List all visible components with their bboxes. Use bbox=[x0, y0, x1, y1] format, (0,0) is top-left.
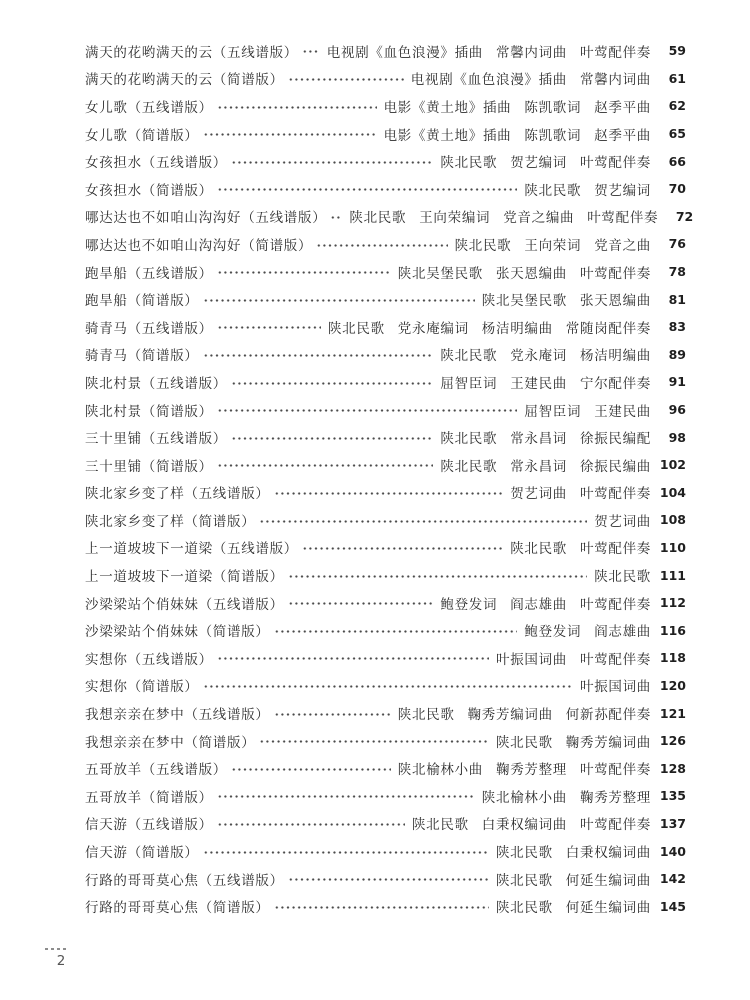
entry-page-number: 121 bbox=[659, 705, 686, 721]
entry-title: 陕北家乡变了样（简谱版） bbox=[85, 513, 256, 530]
entry-credits bbox=[440, 372, 651, 392]
toc-row bbox=[85, 616, 686, 644]
dot-leader bbox=[288, 865, 489, 893]
credit-item: 阎志雄曲 bbox=[594, 624, 651, 641]
entry-title: 跑旱船（简谱版） bbox=[85, 293, 199, 310]
entry-page-number: 83 bbox=[668, 319, 686, 335]
credit-item: 电影《黄土地》插曲 bbox=[383, 127, 512, 144]
entry-credits bbox=[496, 731, 651, 751]
dot-leader bbox=[231, 368, 433, 396]
dot-leader bbox=[259, 727, 489, 755]
entry-credits bbox=[510, 537, 651, 557]
dot-leader bbox=[274, 616, 518, 644]
entry-title: 女儿歌（五线谱版） bbox=[85, 99, 213, 116]
entry-credits bbox=[440, 427, 651, 447]
entry-title: 信天游（简谱版） bbox=[85, 845, 199, 862]
dot-leader bbox=[217, 175, 518, 203]
dot-leader bbox=[203, 285, 475, 313]
dot-leader bbox=[316, 230, 447, 258]
dot-leader bbox=[217, 258, 391, 286]
credit-item: 叶振国词曲 bbox=[580, 679, 651, 696]
credit-item: 陕北民歌 bbox=[440, 348, 498, 365]
entry-page-number: 145 bbox=[659, 898, 686, 914]
entry-page-number: 59 bbox=[668, 43, 686, 59]
toc-row bbox=[85, 727, 686, 755]
credit-item: 陕北民歌 bbox=[495, 900, 553, 917]
credit-item: 陕北民歌 bbox=[397, 707, 455, 724]
toc-row bbox=[85, 230, 686, 258]
entry-page-number: 110 bbox=[659, 539, 686, 555]
dot-leader bbox=[203, 672, 573, 700]
entry-title: 三十里铺（简谱版） bbox=[85, 458, 213, 475]
credit-item: 阎志雄曲 bbox=[510, 596, 567, 613]
credit-item: 党音之曲 bbox=[594, 237, 651, 254]
dot-leader bbox=[302, 37, 320, 65]
toc-row bbox=[85, 672, 686, 700]
credit-item: 陕北民歌 bbox=[510, 541, 567, 558]
credit-item: 杨洁明编曲 bbox=[481, 320, 553, 337]
entry-page-number: 66 bbox=[668, 153, 686, 169]
dot-leader bbox=[288, 65, 404, 93]
credit-item: 叶莺配伴奏 bbox=[580, 596, 651, 613]
entry-page-number: 135 bbox=[659, 788, 686, 804]
entry-page-number: 118 bbox=[659, 650, 686, 666]
entry-credits bbox=[594, 565, 651, 585]
entry-title: 陕北村景（五线谱版） bbox=[85, 375, 227, 392]
dot-leader bbox=[302, 534, 503, 562]
dot-leader bbox=[217, 810, 405, 838]
credit-item: 屈智臣词 bbox=[440, 375, 498, 392]
dot-leader bbox=[231, 754, 391, 782]
entry-title: 女孩担水（五线谱版） bbox=[85, 155, 227, 172]
credit-item: 陕北吴堡民歌 bbox=[397, 265, 483, 282]
credit-item: 陕北民歌 bbox=[524, 182, 582, 199]
toc-row bbox=[85, 865, 686, 893]
credit-item: 叶莺配伴奏 bbox=[580, 762, 651, 779]
entry-page-number: 89 bbox=[668, 346, 686, 362]
credit-item: 王向荣编词 bbox=[419, 210, 491, 227]
entry-page-number: 126 bbox=[659, 733, 686, 749]
entry-credits bbox=[496, 869, 651, 889]
dot-leader bbox=[217, 92, 377, 120]
credit-item: 常馨内词曲 bbox=[496, 44, 567, 61]
entry-title: 沙梁梁站个俏妹妹（简谱版） bbox=[85, 624, 270, 641]
credit-item: 何延生编词曲 bbox=[565, 872, 651, 889]
entry-page-number: 62 bbox=[668, 98, 686, 114]
toc-row bbox=[85, 423, 686, 451]
dot-leader bbox=[231, 147, 433, 175]
credit-item: 贺艺词曲 bbox=[510, 486, 567, 503]
toc-row bbox=[85, 37, 686, 65]
toc-row bbox=[85, 837, 686, 865]
credit-item: 贺艺编词 bbox=[510, 155, 567, 172]
entry-page-number: 72 bbox=[675, 208, 694, 224]
entry-page-number: 111 bbox=[659, 567, 686, 583]
entry-title: 沙梁梁站个俏妹妹（五线谱版） bbox=[85, 596, 284, 613]
credit-item: 赵季平曲 bbox=[594, 127, 651, 144]
credit-item: 电视剧《血色浪漫》插曲 bbox=[326, 44, 483, 61]
entry-page-number: 137 bbox=[659, 815, 686, 831]
entry-title: 信天游（五线谱版） bbox=[85, 817, 213, 834]
dot-leader bbox=[330, 203, 342, 231]
credit-item: 陕北民歌 bbox=[495, 845, 553, 862]
credit-item: 电视剧《血色浪漫》插曲 bbox=[410, 72, 567, 89]
credit-item: 徐振民编配 bbox=[580, 431, 651, 448]
credit-item: 陕北吴堡民歌 bbox=[481, 293, 567, 310]
entry-credits bbox=[455, 234, 651, 254]
credit-item: 叶莺配伴奏 bbox=[587, 210, 659, 227]
toc-row bbox=[85, 589, 686, 617]
entry-page-number: 128 bbox=[659, 760, 686, 776]
toc-row bbox=[85, 892, 686, 920]
credit-item: 陕北民歌 bbox=[454, 237, 512, 254]
toc-row bbox=[85, 506, 686, 534]
credit-item: 鲍登发词 bbox=[440, 596, 498, 613]
entry-title: 我想亲亲在梦中（简谱版） bbox=[85, 734, 256, 751]
toc-row bbox=[85, 451, 686, 479]
toc-row bbox=[85, 644, 686, 672]
dot-leader bbox=[203, 120, 377, 148]
toc-row bbox=[85, 754, 686, 782]
dot-leader bbox=[217, 313, 321, 341]
credit-item: 党永庵词 bbox=[510, 348, 567, 365]
credit-item: 王向荣词 bbox=[524, 237, 582, 254]
entry-credits bbox=[411, 68, 651, 88]
entry-credits bbox=[398, 758, 651, 778]
entry-credits bbox=[524, 620, 651, 640]
entry-title: 我想亲亲在梦中（五线谱版） bbox=[85, 707, 270, 724]
credit-item: 徐振民编曲 bbox=[580, 458, 651, 475]
dot-leader bbox=[259, 506, 587, 534]
credit-item: 叶振国词曲 bbox=[496, 651, 567, 668]
toc-row bbox=[85, 65, 686, 93]
credit-item: 电影《黄土地》插曲 bbox=[383, 99, 512, 116]
entry-title: 陕北村景（简谱版） bbox=[85, 403, 213, 420]
entry-title: 五哥放羊（五线谱版） bbox=[85, 762, 227, 779]
dot-leader bbox=[217, 451, 434, 479]
entry-title: 陕北家乡变了样（五线谱版） bbox=[85, 486, 270, 503]
credit-item: 赵季平曲 bbox=[594, 99, 651, 116]
entry-page-number: 102 bbox=[659, 457, 686, 473]
page-folio bbox=[44, 948, 70, 969]
toc-row bbox=[85, 341, 686, 369]
entry-title: 哪达达也不如咱山沟沟好（简谱版） bbox=[85, 237, 313, 254]
entry-page-number: 104 bbox=[659, 484, 686, 500]
credit-item: 何延生编词曲 bbox=[565, 900, 651, 917]
toc-row bbox=[85, 147, 686, 175]
credit-item: 张天恩编曲 bbox=[580, 293, 651, 310]
folio-dashes bbox=[45, 948, 69, 950]
credit-item: 张天恩编曲 bbox=[496, 265, 567, 282]
entry-credits bbox=[349, 206, 658, 226]
entry-page-number: 96 bbox=[668, 402, 686, 418]
dot-leader bbox=[217, 644, 489, 672]
entry-credits bbox=[524, 179, 651, 199]
dot-leader bbox=[231, 423, 433, 451]
credit-item: 陕北民歌 bbox=[440, 155, 498, 172]
entry-credits bbox=[328, 317, 651, 337]
toc-row bbox=[85, 368, 686, 396]
entry-title: 满天的花哟满天的云（简谱版） bbox=[85, 72, 284, 89]
dot-leader bbox=[274, 892, 489, 920]
entry-credits bbox=[496, 896, 651, 916]
entry-page-number: 120 bbox=[659, 677, 686, 693]
credit-item: 王建民曲 bbox=[594, 403, 651, 420]
toc-row bbox=[85, 92, 686, 120]
credit-item: 陕北民歌 bbox=[495, 734, 553, 751]
toc-row bbox=[85, 313, 686, 341]
entry-credits bbox=[482, 786, 651, 806]
entry-title: 上一道坡坡下一道梁（简谱版） bbox=[85, 569, 284, 586]
entry-credits bbox=[412, 813, 651, 833]
credit-item: 宁尔配伴奏 bbox=[580, 375, 651, 392]
credit-item: 陕北榆林小曲 bbox=[397, 762, 483, 779]
credit-item: 陕北民歌 bbox=[594, 569, 651, 586]
credit-item: 鞠秀芳整理 bbox=[496, 762, 567, 779]
entry-page-number: 112 bbox=[659, 595, 686, 611]
credit-item: 屈智臣词 bbox=[524, 403, 582, 420]
credit-item: 叶莺配伴奏 bbox=[580, 486, 651, 503]
entry-credits bbox=[496, 648, 651, 668]
entry-title: 跑旱船（五线谱版） bbox=[85, 265, 213, 282]
credit-item: 陕北榆林小曲 bbox=[481, 789, 567, 806]
toc-row bbox=[85, 810, 686, 838]
entry-page-number: 108 bbox=[659, 512, 686, 528]
dot-leader bbox=[274, 699, 391, 727]
entry-credits bbox=[510, 482, 651, 502]
toc-row bbox=[85, 534, 686, 562]
folio-number: 2 bbox=[56, 953, 66, 969]
toc-row bbox=[85, 258, 686, 286]
credit-item: 叶莺配伴奏 bbox=[580, 155, 651, 172]
entry-credits bbox=[384, 96, 651, 116]
credit-item: 陕北民歌 bbox=[411, 817, 469, 834]
credit-item: 杨洁明编曲 bbox=[580, 348, 651, 365]
entry-title: 行路的哥哥莫心焦（五线谱版） bbox=[85, 872, 284, 889]
entry-page-number: 98 bbox=[668, 429, 686, 445]
credit-item: 叶莺配伴奏 bbox=[580, 651, 651, 668]
entry-page-number: 76 bbox=[668, 236, 686, 252]
entry-credits bbox=[496, 841, 651, 861]
credit-item: 白秉权编词曲 bbox=[481, 817, 567, 834]
credit-item: 白秉权编词曲 bbox=[565, 845, 651, 862]
toc-row bbox=[85, 396, 686, 424]
entry-title: 实想你（简谱版） bbox=[85, 679, 199, 696]
entry-title: 满天的花哟满天的云（五线谱版） bbox=[85, 44, 298, 61]
credit-item: 叶莺配伴奏 bbox=[580, 265, 651, 282]
entry-page-number: 81 bbox=[668, 291, 686, 307]
credit-item: 常馨内词曲 bbox=[580, 72, 651, 89]
entry-title: 行路的哥哥莫心焦（简谱版） bbox=[85, 900, 270, 917]
toc-row bbox=[85, 175, 686, 203]
entry-page-number: 78 bbox=[668, 264, 686, 280]
dot-leader bbox=[217, 396, 518, 424]
entry-credits bbox=[384, 124, 651, 144]
entry-credits bbox=[398, 703, 651, 723]
toc-list bbox=[85, 37, 694, 920]
credit-item: 贺艺编词 bbox=[594, 182, 651, 199]
entry-credits bbox=[327, 41, 651, 61]
dot-leader bbox=[203, 837, 489, 865]
dot-leader bbox=[288, 589, 434, 617]
entry-page-number: 70 bbox=[668, 181, 686, 197]
credit-item: 鞠秀芳编词曲 bbox=[467, 707, 553, 724]
entry-credits bbox=[440, 455, 651, 475]
entry-credits bbox=[482, 289, 651, 309]
entry-title: 骑青马（简谱版） bbox=[85, 348, 199, 365]
credit-item: 何新荪配伴奏 bbox=[565, 707, 651, 724]
credit-item: 贺艺词曲 bbox=[594, 513, 651, 530]
credit-item: 陈凯歌词 bbox=[524, 127, 582, 144]
credit-item: 叶莺配伴奏 bbox=[580, 817, 651, 834]
entry-credits bbox=[398, 262, 651, 282]
credit-item: 党永庵编词 bbox=[397, 320, 469, 337]
dot-leader bbox=[217, 782, 475, 810]
credit-item: 陕北民歌 bbox=[440, 458, 498, 475]
dot-leader bbox=[274, 479, 504, 507]
credit-item: 叶莺配伴奏 bbox=[580, 44, 651, 61]
toc-row bbox=[85, 120, 686, 148]
entry-title: 女孩担水（简谱版） bbox=[85, 182, 213, 199]
entry-page-number: 142 bbox=[659, 871, 686, 887]
entry-title: 哪达达也不如咱山沟沟好（五线谱版） bbox=[85, 210, 327, 227]
entry-page-number: 140 bbox=[659, 843, 686, 859]
toc-row bbox=[85, 203, 694, 231]
credit-item: 叶莺配伴奏 bbox=[580, 541, 651, 558]
toc-row bbox=[85, 561, 686, 589]
credit-item: 常永昌词 bbox=[510, 458, 567, 475]
credit-item: 鞠秀芳整理 bbox=[580, 789, 651, 806]
credit-item: 王建民曲 bbox=[510, 375, 567, 392]
entry-title: 实想你（五线谱版） bbox=[85, 651, 213, 668]
entry-page-number: 65 bbox=[668, 126, 686, 142]
credit-item: 常永昌词 bbox=[510, 431, 567, 448]
credit-item: 鞠秀芳编词曲 bbox=[565, 734, 651, 751]
entry-credits bbox=[440, 344, 651, 364]
credit-item: 陕北民歌 bbox=[349, 210, 407, 227]
entry-title: 女儿歌（简谱版） bbox=[85, 127, 199, 144]
entry-page-number: 61 bbox=[668, 70, 686, 86]
entry-title: 上一道坡坡下一道梁（五线谱版） bbox=[85, 541, 298, 558]
credit-item: 陈凯歌词 bbox=[524, 99, 582, 116]
entry-credits bbox=[594, 510, 651, 530]
credit-item: 陕北民歌 bbox=[327, 320, 385, 337]
toc-row bbox=[85, 479, 686, 507]
entry-credits bbox=[524, 400, 651, 420]
credit-item: 常随岗配伴奏 bbox=[565, 320, 651, 337]
entry-credits bbox=[440, 151, 651, 171]
toc-row bbox=[85, 782, 686, 810]
dot-leader bbox=[203, 341, 434, 369]
credit-item: 党音之编曲 bbox=[503, 210, 575, 227]
toc-row bbox=[85, 285, 686, 313]
credit-item: 陕北民歌 bbox=[495, 872, 553, 889]
credit-item: 鲍登发词 bbox=[524, 624, 582, 641]
entry-title: 三十里铺（五线谱版） bbox=[85, 431, 227, 448]
toc-row bbox=[85, 699, 686, 727]
entry-page-number: 91 bbox=[668, 374, 686, 390]
dot-leader bbox=[288, 561, 587, 589]
entry-page-number: 116 bbox=[659, 622, 686, 638]
entry-credits bbox=[440, 593, 651, 613]
entry-credits bbox=[580, 675, 651, 695]
entry-title: 骑青马（五线谱版） bbox=[85, 320, 213, 337]
entry-title: 五哥放羊（简谱版） bbox=[85, 789, 213, 806]
credit-item: 陕北民歌 bbox=[440, 431, 498, 448]
